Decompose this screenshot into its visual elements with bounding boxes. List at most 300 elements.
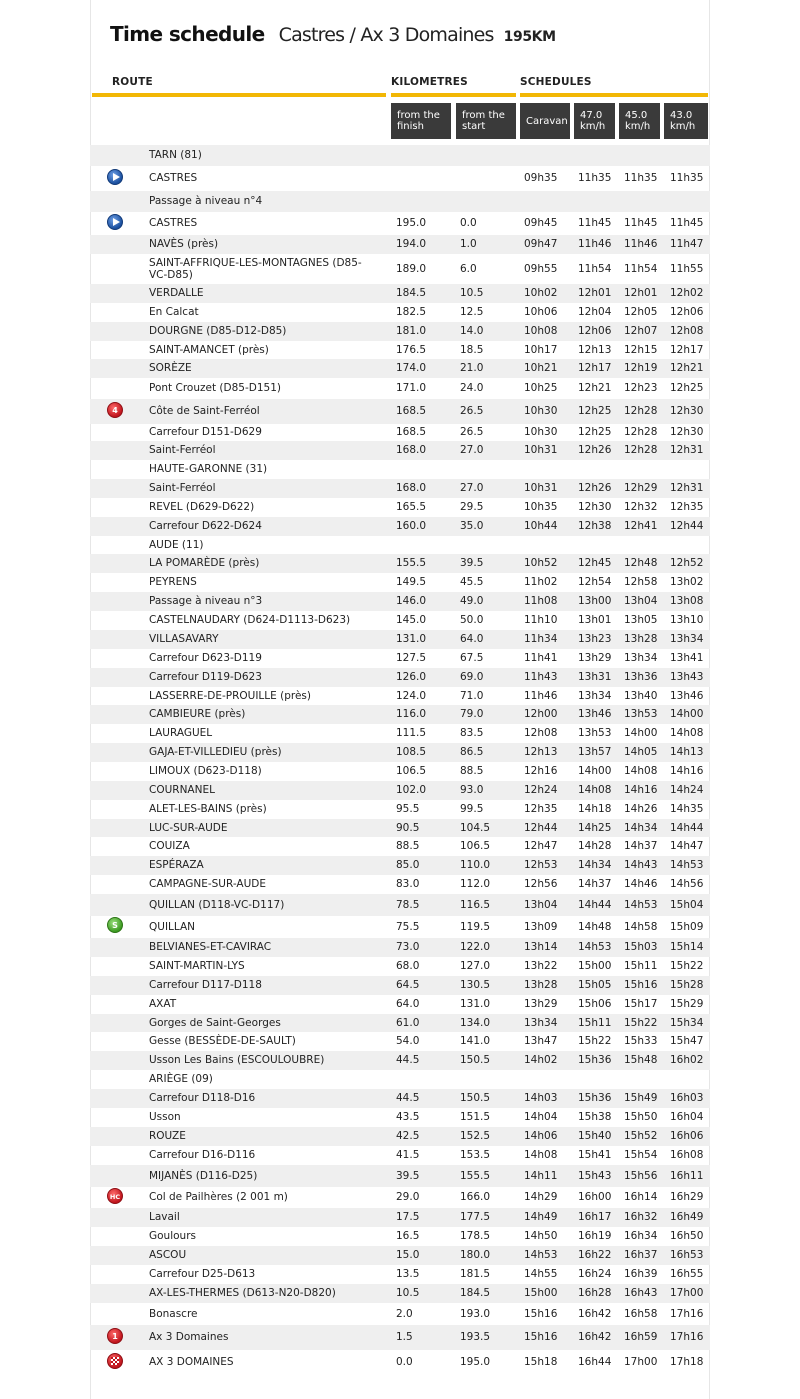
caravan-time: 09h47: [524, 238, 558, 250]
caravan-time: 09h45: [524, 217, 558, 229]
caravan-time: 10h30: [524, 405, 558, 417]
time-speed-1: 14h53: [578, 941, 612, 953]
location-name: AX-LES-THERMES (D613-N20-D820): [149, 1287, 336, 1299]
km-from-start: 12.5: [460, 306, 484, 318]
caravan-time: 14h04: [524, 1111, 558, 1123]
time-speed-1: 14h34: [578, 859, 612, 871]
location-name: AUDE (11): [149, 539, 204, 551]
time-speed-3: 13h43: [670, 671, 704, 683]
km-from-finish: 155.5: [396, 557, 427, 569]
km-from-finish: 102.0: [396, 784, 427, 796]
km-from-finish: 195.0: [396, 217, 427, 229]
table-row: [90, 957, 710, 976]
table-row: [90, 341, 710, 359]
time-speed-3: 12h25: [670, 382, 704, 394]
table-row: [90, 724, 710, 743]
time-speed-2: 11h46: [624, 238, 658, 250]
km-from-finish: 111.5: [396, 727, 427, 739]
km-from-start: 104.5: [460, 822, 491, 834]
table-row: [90, 1146, 710, 1165]
col-speed-2: 45.0 km/h: [619, 103, 660, 139]
table-row: [90, 1187, 710, 1208]
time-speed-1: 13h53: [578, 727, 612, 739]
km-from-finish: 168.5: [396, 405, 427, 417]
location-name: Gorges de Saint-Georges: [149, 1017, 281, 1029]
time-speed-2: 16h34: [624, 1230, 658, 1242]
km-from-finish: 116.0: [396, 708, 427, 720]
km-from-start: 152.5: [460, 1130, 491, 1142]
time-speed-3: 12h06: [670, 306, 704, 318]
km-from-finish: 106.5: [396, 765, 427, 777]
time-speed-1: 16h44: [578, 1356, 612, 1368]
col-from-finish: from the finish: [391, 103, 451, 139]
table-row: [90, 212, 710, 235]
caravan-time: 12h44: [524, 822, 558, 834]
km-from-finish: 184.5: [396, 287, 427, 299]
time-speed-3: 15h09: [670, 921, 704, 933]
location-name: SAINT-AMANCET (près): [149, 344, 269, 356]
time-speed-3: 17h16: [670, 1308, 704, 1320]
location-name: ARIÈGE (09): [149, 1073, 213, 1085]
caravan-time: 10h31: [524, 482, 558, 494]
time-speed-2: 12h19: [624, 362, 658, 374]
table-row: [90, 916, 710, 938]
location-name: Usson: [149, 1111, 181, 1123]
time-speed-1: 15h06: [578, 998, 612, 1010]
time-speed-3: 16h02: [670, 1054, 704, 1066]
km-from-start: 150.5: [460, 1054, 491, 1066]
time-speed-3: 14h16: [670, 765, 704, 777]
time-speed-1: 12h25: [578, 405, 612, 417]
location-name: ESPÉRAZA: [149, 859, 204, 871]
km-from-finish: 176.5: [396, 344, 427, 356]
time-speed-3: 14h24: [670, 784, 704, 796]
intermediate-sprint-icon: S: [107, 917, 123, 933]
km-from-start: 131.0: [460, 998, 491, 1010]
time-speed-3: 12h31: [670, 444, 704, 456]
table-row: [90, 894, 710, 916]
caravan-time: 14h06: [524, 1130, 558, 1142]
km-from-finish: 64.5: [396, 979, 420, 991]
time-speed-3: 13h34: [670, 633, 704, 645]
table-row: [90, 399, 710, 424]
table-row: [90, 856, 710, 875]
table-row: [90, 145, 710, 166]
location-name: LAURAGUEL: [149, 727, 213, 739]
time-speed-2: 13h05: [624, 614, 658, 626]
climb-hors-categorie-icon: HC: [107, 1188, 123, 1204]
km-from-finish: 182.5: [396, 306, 427, 318]
time-speed-2: 14h37: [624, 840, 658, 852]
km-from-start: 10.5: [460, 287, 484, 299]
location-name: ROUZE: [149, 1130, 186, 1142]
km-from-start: 24.0: [460, 382, 484, 394]
time-speed-3: 16h49: [670, 1211, 704, 1223]
km-from-start: 45.5: [460, 576, 484, 588]
km-from-start: 151.5: [460, 1111, 491, 1123]
location-name: COURNANEL: [149, 784, 215, 796]
km-from-finish: 181.0: [396, 325, 427, 337]
time-speed-1: 13h31: [578, 671, 612, 683]
caravan-time: 13h29: [524, 998, 558, 1010]
time-speed-1: 15h40: [578, 1130, 612, 1142]
time-speed-3: 12h17: [670, 344, 704, 356]
time-speed-1: 14h28: [578, 840, 612, 852]
km-from-finish: 189.0: [396, 263, 427, 275]
table-row: [90, 1089, 710, 1108]
caravan-time: 13h34: [524, 1017, 558, 1029]
caravan-time: 10h44: [524, 520, 558, 532]
location-name: CASTELNAUDARY (D624-D1113-D623): [149, 614, 351, 626]
km-from-start: 99.5: [460, 803, 484, 815]
km-from-start: 177.5: [460, 1211, 491, 1223]
km-from-start: 193.5: [460, 1331, 491, 1343]
time-speed-2: 14h05: [624, 746, 658, 758]
time-speed-3: 16h55: [670, 1268, 704, 1280]
location-name: Gesse (BESSÈDE-DE-SAULT): [149, 1035, 296, 1047]
km-from-start: 6.0: [460, 263, 477, 275]
time-speed-2: 16h14: [624, 1191, 658, 1203]
table-row: [90, 235, 710, 254]
caravan-time: 12h08: [524, 727, 558, 739]
time-speed-3: 16h04: [670, 1111, 704, 1123]
km-from-start: 88.5: [460, 765, 484, 777]
time-speed-1: 15h11: [578, 1017, 612, 1029]
time-speed-3: 12h44: [670, 520, 704, 532]
table-row: [90, 1108, 710, 1127]
time-speed-1: 12h21: [578, 382, 612, 394]
km-from-finish: 174.0: [396, 362, 427, 374]
time-speed-1: 13h34: [578, 690, 612, 702]
caravan-time: 12h56: [524, 878, 558, 890]
caravan-time: 15h00: [524, 1287, 558, 1299]
time-speed-3: 16h50: [670, 1230, 704, 1242]
location-name: CASTRES: [149, 172, 198, 184]
caravan-time: 14h53: [524, 1249, 558, 1261]
km-from-start: 195.0: [460, 1356, 491, 1368]
km-from-start: 64.0: [460, 633, 484, 645]
km-from-finish: 83.0: [396, 878, 420, 890]
table-row: [90, 1165, 710, 1187]
time-speed-2: 12h48: [624, 557, 658, 569]
time-speed-3: 12h30: [670, 426, 704, 438]
climb-category-4-icon: 4: [107, 402, 123, 418]
caravan-time: 14h03: [524, 1092, 558, 1104]
km-from-finish: 54.0: [396, 1035, 420, 1047]
time-speed-2: 13h53: [624, 708, 658, 720]
km-from-finish: 171.0: [396, 382, 427, 394]
schedules-underline: [520, 93, 708, 97]
km-from-finish: 90.5: [396, 822, 420, 834]
time-speed-1: 13h57: [578, 746, 612, 758]
kilometres-underline: [391, 93, 516, 97]
table-row: [90, 322, 710, 341]
location-name: Ax 3 Domaines: [149, 1331, 229, 1343]
time-speed-2: 14h16: [624, 784, 658, 796]
km-from-finish: 88.5: [396, 840, 420, 852]
km-from-start: 27.0: [460, 482, 484, 494]
location-name: AXAT: [149, 998, 177, 1010]
location-name: REVEL (D629-D622): [149, 501, 255, 513]
time-speed-1: 13h46: [578, 708, 612, 720]
km-from-start: 26.5: [460, 405, 484, 417]
km-from-finish: 168.5: [396, 426, 427, 438]
caravan-time: 11h08: [524, 595, 558, 607]
time-speed-2: 11h54: [624, 263, 658, 275]
climb-category-1-icon: 1: [107, 1328, 123, 1344]
table-row: [90, 995, 710, 1014]
location-name: En Calcat: [149, 306, 199, 318]
caravan-time: 10h25: [524, 382, 558, 394]
km-from-finish: 64.0: [396, 998, 420, 1010]
time-speed-3: 16h11: [670, 1170, 704, 1182]
time-speed-2: 12h28: [624, 426, 658, 438]
time-speed-1: 14h25: [578, 822, 612, 834]
time-speed-2: 14h34: [624, 822, 658, 834]
time-speed-3: 15h14: [670, 941, 704, 953]
time-speed-2: 17h00: [624, 1356, 658, 1368]
time-speed-2: 12h29: [624, 482, 658, 494]
time-speed-1: 15h00: [578, 960, 612, 972]
table-row: [90, 303, 710, 322]
caravan-time: 13h28: [524, 979, 558, 991]
km-from-start: 29.5: [460, 501, 484, 513]
caravan-time: 11h34: [524, 633, 558, 645]
time-speed-1: 14h08: [578, 784, 612, 796]
time-speed-2: 13h40: [624, 690, 658, 702]
time-speed-1: 16h42: [578, 1308, 612, 1320]
caravan-time: 15h16: [524, 1331, 558, 1343]
caravan-time: 09h55: [524, 263, 558, 275]
table-row: [90, 649, 710, 668]
finish-flag-icon: [107, 1353, 123, 1369]
time-speed-2: 15h49: [624, 1092, 658, 1104]
col-caravan: Caravan: [520, 103, 570, 139]
km-from-start: 93.0: [460, 784, 484, 796]
location-name: Lavail: [149, 1211, 180, 1223]
km-from-finish: 85.0: [396, 859, 420, 871]
time-speed-2: 16h58: [624, 1308, 658, 1320]
kilometres-header: KILOMETRES: [391, 76, 468, 88]
km-from-finish: 124.0: [396, 690, 427, 702]
location-name: PEYRENS: [149, 576, 197, 588]
km-from-finish: 44.5: [396, 1092, 420, 1104]
location-name: DOURGNE (D85-D12-D85): [149, 325, 287, 337]
time-speed-1: 15h36: [578, 1054, 612, 1066]
km-from-finish: 41.5: [396, 1149, 420, 1161]
time-speed-3: 13h46: [670, 690, 704, 702]
table-row: [90, 554, 710, 573]
col-speed-3: 43.0 km/h: [664, 103, 708, 139]
caravan-time: 12h53: [524, 859, 558, 871]
time-speed-3: 12h02: [670, 287, 704, 299]
time-speed-3: 14h44: [670, 822, 704, 834]
table-row: [90, 1350, 710, 1375]
time-speed-1: 12h45: [578, 557, 612, 569]
table-row: [90, 875, 710, 894]
time-speed-2: 15h22: [624, 1017, 658, 1029]
location-name: COUIZA: [149, 840, 190, 852]
time-speed-1: 12h01: [578, 287, 612, 299]
table-row: [90, 378, 710, 399]
km-from-finish: 39.5: [396, 1170, 420, 1182]
km-from-start: 166.0: [460, 1191, 491, 1203]
km-from-finish: 13.5: [396, 1268, 420, 1280]
time-speed-3: 14h13: [670, 746, 704, 758]
time-speed-1: 16h00: [578, 1191, 612, 1203]
location-name: Saint-Ferréol: [149, 444, 216, 456]
km-from-start: 39.5: [460, 557, 484, 569]
time-speed-2: 12h05: [624, 306, 658, 318]
table-row: [90, 1051, 710, 1070]
location-name: Bonascre: [149, 1308, 198, 1320]
caravan-time: 11h43: [524, 671, 558, 683]
time-speed-3: 15h29: [670, 998, 704, 1010]
table-row: [90, 743, 710, 762]
location-name: LA POMARÈDE (près): [149, 557, 260, 569]
time-speed-2: 12h01: [624, 287, 658, 299]
km-from-start: 35.0: [460, 520, 484, 532]
caravan-time: 15h16: [524, 1308, 558, 1320]
time-speed-2: 16h39: [624, 1268, 658, 1280]
km-from-start: 79.0: [460, 708, 484, 720]
title-text: Time schedule: [110, 22, 265, 46]
location-name: Goulours: [149, 1230, 196, 1242]
time-speed-2: 15h11: [624, 960, 658, 972]
table-row: [90, 479, 710, 498]
caravan-time: 14h11: [524, 1170, 558, 1182]
km-from-finish: 61.0: [396, 1017, 420, 1029]
time-speed-1: 12h26: [578, 444, 612, 456]
time-speed-3: 14h56: [670, 878, 704, 890]
caravan-time: 13h09: [524, 921, 558, 933]
time-speed-3: 15h22: [670, 960, 704, 972]
time-speed-3: 14h08: [670, 727, 704, 739]
table-row: [90, 781, 710, 800]
time-speed-2: 13h34: [624, 652, 658, 664]
km-from-start: 180.0: [460, 1249, 491, 1261]
time-speed-2: 14h26: [624, 803, 658, 815]
location-name: BELVIANES-ET-CAVIRAC: [149, 941, 272, 953]
caravan-time: 14h08: [524, 1149, 558, 1161]
time-speed-2: 14h08: [624, 765, 658, 777]
table-row: [90, 441, 710, 460]
time-speed-1: 12h06: [578, 325, 612, 337]
location-name: LUC-SUR-AUDE: [149, 822, 228, 834]
location-name: CAMPAGNE-SUR-AUDE: [149, 878, 267, 890]
time-speed-3: 12h30: [670, 405, 704, 417]
schedules-header: SCHEDULES: [520, 76, 592, 88]
time-speed-3: 12h35: [670, 501, 704, 513]
location-name: SAINT-MARTIN-LYS: [149, 960, 245, 972]
table-row: [90, 592, 710, 611]
km-from-finish: 10.5: [396, 1287, 420, 1299]
km-from-start: 86.5: [460, 746, 484, 758]
location-name: AX 3 DOMAINES: [149, 1356, 234, 1368]
time-speed-1: 11h45: [578, 217, 612, 229]
location-name: ASCOU: [149, 1249, 187, 1261]
caravan-time: 12h47: [524, 840, 558, 852]
table-row: [90, 460, 710, 479]
time-speed-1: 16h22: [578, 1249, 612, 1261]
time-speed-1: 15h41: [578, 1149, 612, 1161]
km-from-start: 18.5: [460, 344, 484, 356]
time-speed-1: 11h35: [578, 172, 612, 184]
km-from-finish: 160.0: [396, 520, 427, 532]
time-speed-2: 13h28: [624, 633, 658, 645]
time-speed-2: 14h43: [624, 859, 658, 871]
table-row: [90, 1303, 710, 1325]
time-speed-2: 14h58: [624, 921, 658, 933]
time-speed-1: 16h28: [578, 1287, 612, 1299]
table-row: [90, 498, 710, 517]
location-name: TARN (81): [149, 149, 202, 161]
table-row: [90, 573, 710, 592]
time-speed-1: 13h29: [578, 652, 612, 664]
table-row: [90, 191, 710, 212]
time-speed-2: 15h48: [624, 1054, 658, 1066]
km-from-finish: 68.0: [396, 960, 420, 972]
km-from-finish: 168.0: [396, 482, 427, 494]
time-speed-2: 15h52: [624, 1130, 658, 1142]
table-row: [90, 668, 710, 687]
location-name: SAINT-AFFRIQUE-LES-MONTAGNES (D85-VC-D85): [149, 257, 362, 281]
caravan-time: 15h18: [524, 1356, 558, 1368]
caravan-time: 13h04: [524, 899, 558, 911]
time-speed-1: 14h00: [578, 765, 612, 777]
time-speed-1: 14h37: [578, 878, 612, 890]
location-name: Carrefour D25-D613: [149, 1268, 256, 1280]
km-from-finish: 194.0: [396, 238, 427, 250]
table-row: [90, 1265, 710, 1284]
caravan-time: 12h35: [524, 803, 558, 815]
time-speed-2: 15h03: [624, 941, 658, 953]
km-from-start: 141.0: [460, 1035, 491, 1047]
time-speed-1: 16h24: [578, 1268, 612, 1280]
km-from-start: 106.5: [460, 840, 491, 852]
table-row: [90, 1014, 710, 1032]
km-from-start: 193.0: [460, 1308, 491, 1320]
km-from-start: 71.0: [460, 690, 484, 702]
time-speed-2: 15h33: [624, 1035, 658, 1047]
table-row: [90, 1227, 710, 1246]
time-speed-1: 12h54: [578, 576, 612, 588]
caravan-time: 11h02: [524, 576, 558, 588]
location-name: Carrefour D623-D119: [149, 652, 262, 664]
time-speed-3: 12h31: [670, 482, 704, 494]
table-row: [90, 536, 710, 554]
location-name: MIJANÈS (D116-D25): [149, 1170, 258, 1182]
km-from-finish: 16.5: [396, 1230, 420, 1242]
time-speed-3: 14h53: [670, 859, 704, 871]
caravan-time: 09h35: [524, 172, 558, 184]
time-speed-2: 15h16: [624, 979, 658, 991]
time-speed-1: 12h30: [578, 501, 612, 513]
time-speed-2: 12h32: [624, 501, 658, 513]
caravan-time: 13h47: [524, 1035, 558, 1047]
caravan-time: 10h21: [524, 362, 558, 374]
km-from-start: 14.0: [460, 325, 484, 337]
km-from-finish: 127.5: [396, 652, 427, 664]
time-speed-2: 15h50: [624, 1111, 658, 1123]
time-speed-3: 12h52: [670, 557, 704, 569]
time-speed-1: 12h26: [578, 482, 612, 494]
km-from-start: 130.5: [460, 979, 491, 991]
caravan-time: 14h55: [524, 1268, 558, 1280]
location-name: Carrefour D622-D624: [149, 520, 262, 532]
caravan-time: 12h00: [524, 708, 558, 720]
time-speed-2: 16h43: [624, 1287, 658, 1299]
